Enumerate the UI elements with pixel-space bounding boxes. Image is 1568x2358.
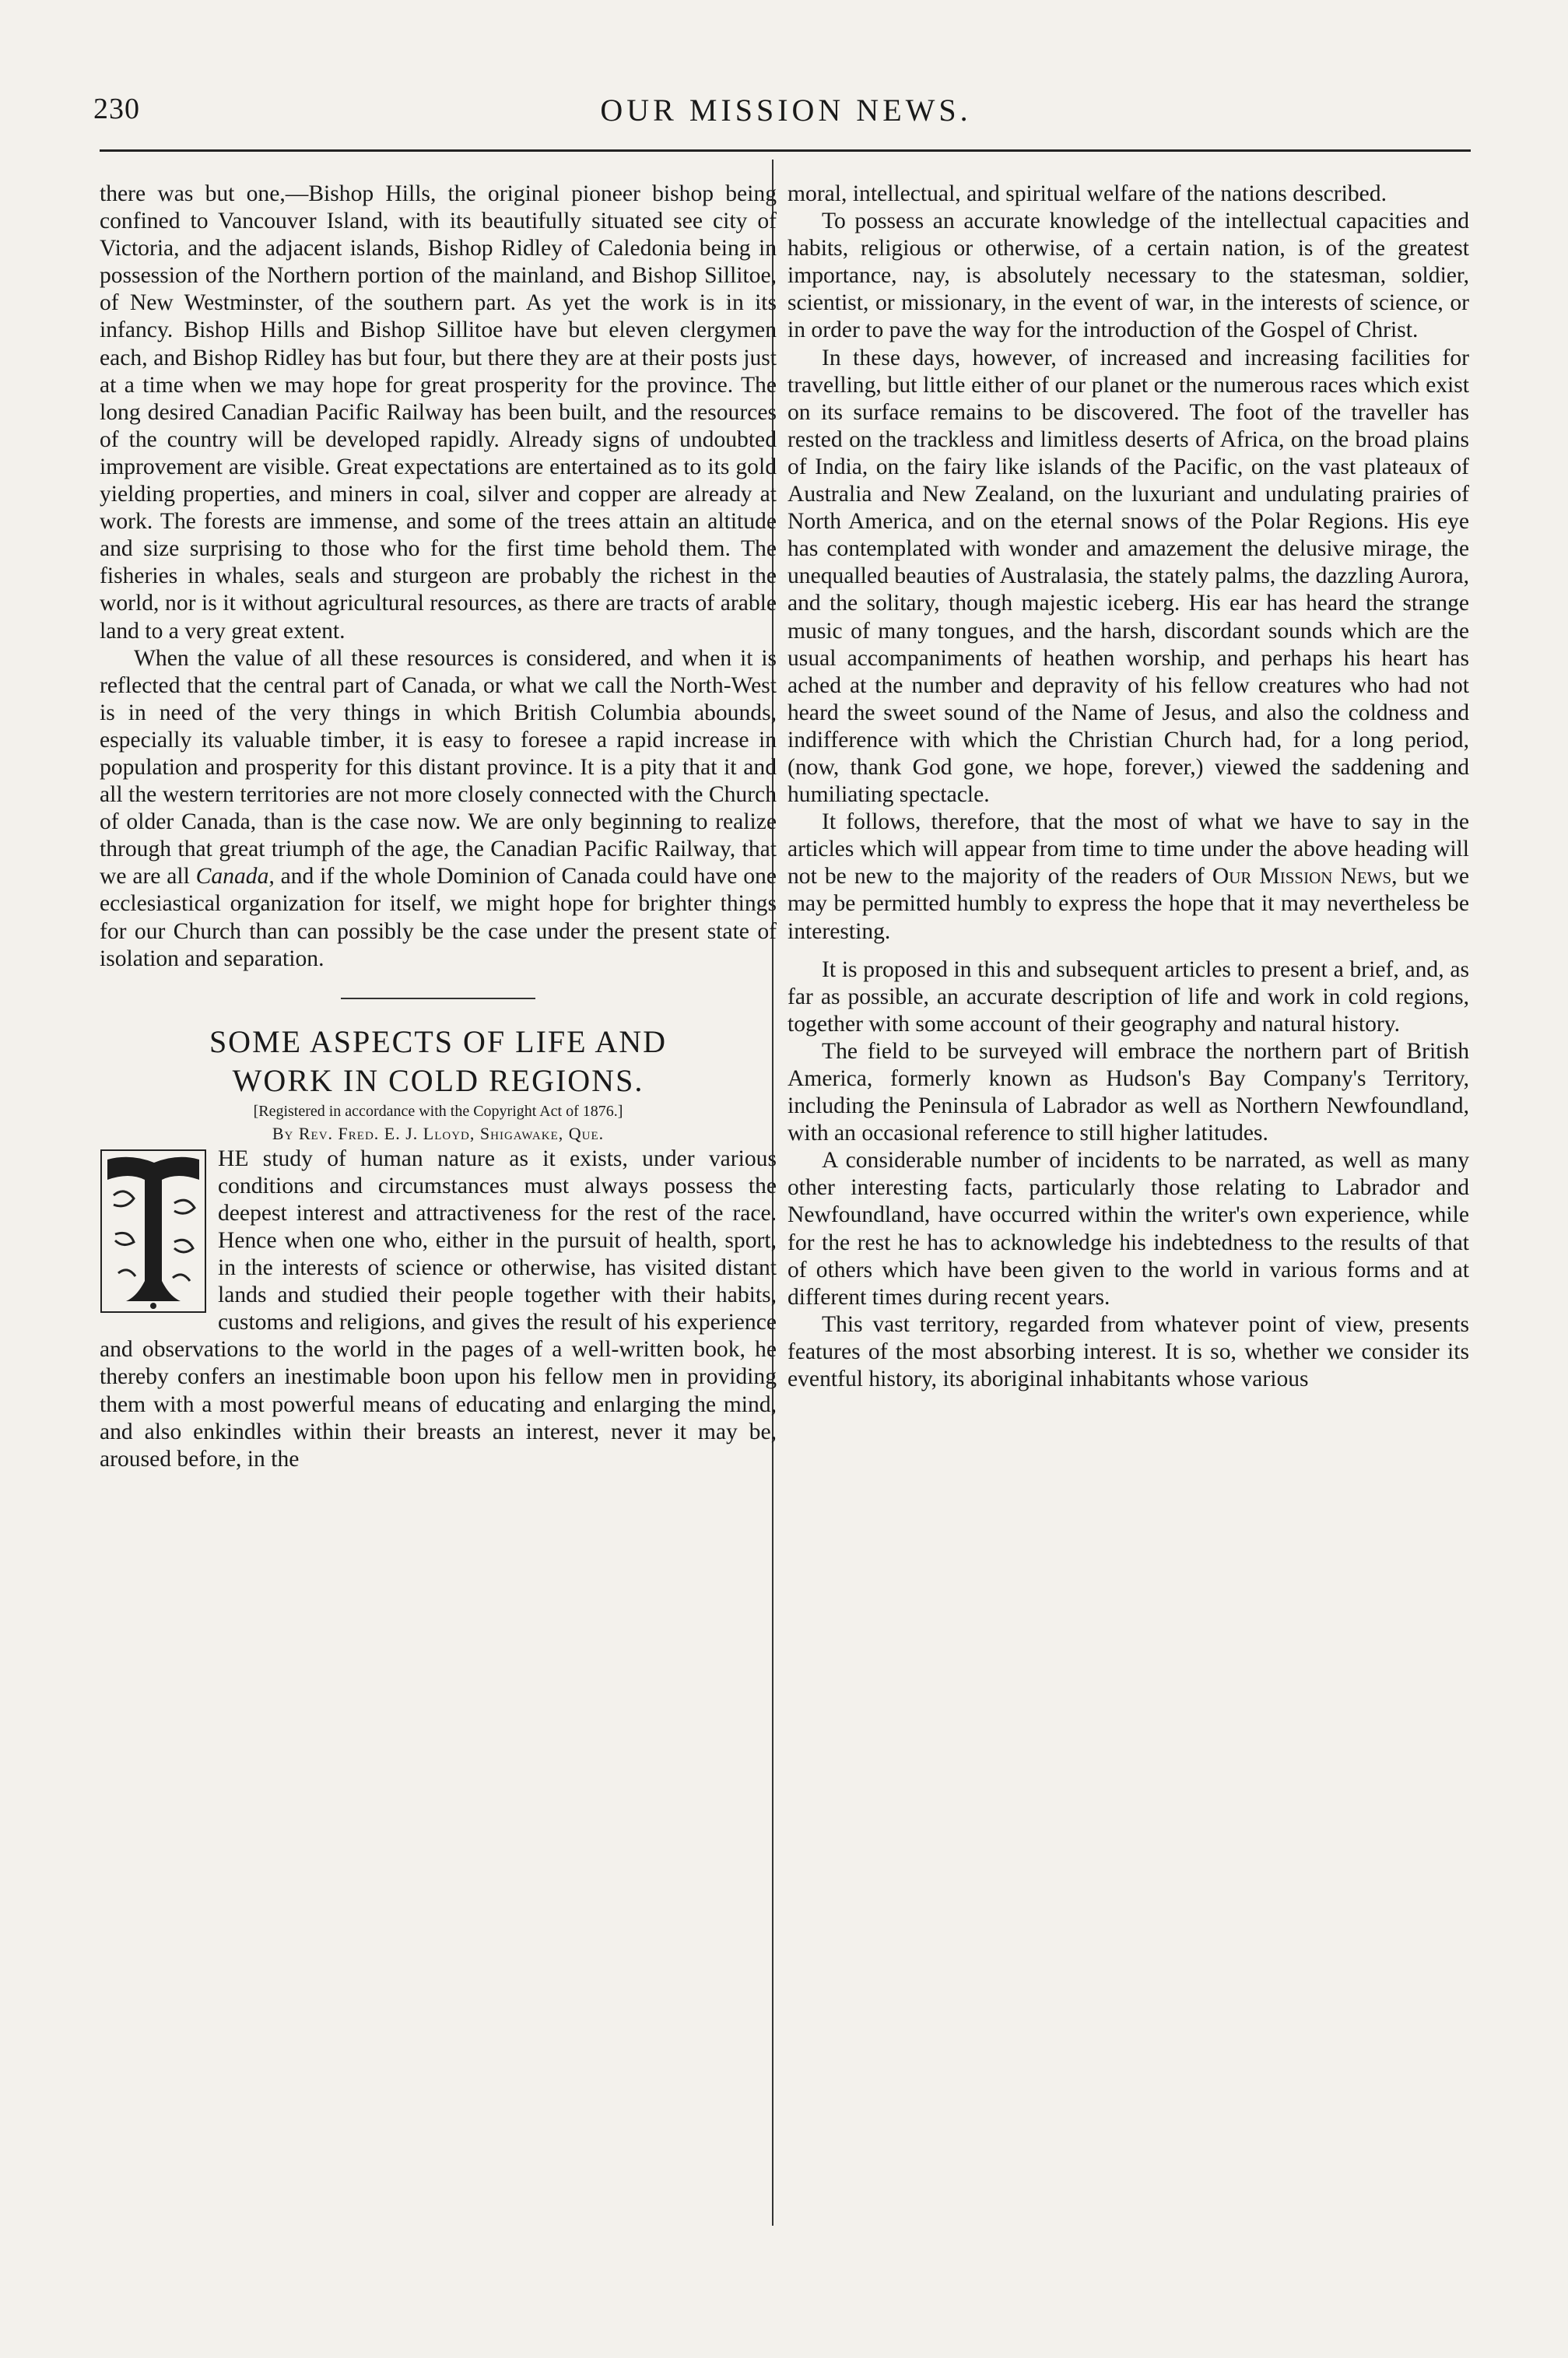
right-p4-text-b: , but we may be permitted humbly to express the hope that it may nevertheless be interesting.: [788, 864, 1469, 944]
ornamental-drop-cap-t-icon: [100, 1149, 207, 1314]
left-paragraph-2: [100, 645, 777, 973]
copyright-notice: [Registered in accordance with the Copyright Act of 1876.]: [253, 1102, 623, 1120]
article-title-line-2: WORK IN COLD REGIONS.: [232, 1062, 644, 1098]
left-p2-text-b: and if the whole Dominion of Canada could have one ecclesiastical organization for itself, we might hope for brighter things for our Church than can possibly be the case under the present state of isolation and separation.: [100, 864, 777, 971]
article-first-paragraph: HE study of human nature as it exists, under various conditions and circumstances must always possess the deepest interest and attractiveness for the rest of the race. Hence when one who, either in the pursuit of health, sport, in the interests of science or otherwise, has visited distant lands and studied their people together with their habits, customs and religions, and gives the result of his experience and observations to the world in the pages of a well-written book, he thereby confers an inestimable boon upon his fellow men in providing them with a most powerful means of educating and enlarging the mind, and also enkindles within their breasts an interest, never it may be, aroused before, in the: [100, 1146, 777, 1472]
right-column: [788, 181, 1469, 1393]
left-paragraph-1: there was but one,—Bishop Hills, the original pioneer bishop being confined to Vancouver Island, with its beautifully situated see city of Victoria, and the adjacent islands, Bishop Ridley of Caledonia being in possession of the Northern portion of the mainland, and Bishop Sillitoe, of New Westminster, of the southern part. As yet the work is in its infancy. Bishop Hills and Bishop Sillitoe have but eleven clergymen each, and Bishop Ridley has but four, but there they are at their posts just at a time when we may hope for great prosperity for the province. The long desired Canadian Pacific Railway has been built, and the resources of the country will be developed rapidly. Already signs of undoubted improvement are visible. Great expectations are entertained as to its gold yielding properties, and miners in coal, silver and copper are already at work. The forests are immense, and some of the trees attain an altitude and size surprising to those who for the first time behold them. The fisheries in whales, seals and sturgeon are probably the richest in the world, nor is it without agricultural resources, as there are tracts of arable land to a very great extent.: [100, 181, 777, 644]
left-column: [100, 181, 777, 1473]
article-byline: By Rev. Fred. E. J. Lloyd, Shigawake, Que.: [272, 1123, 605, 1143]
right-p4-smallcaps: Our Mission News: [1212, 864, 1392, 890]
right-paragraph-3: In these days, however, of increased and increasing facilities for travelling, but little either of our planet or the numerous races which exist on its surface remains to be discovered. The foot of the traveller has rested on the trackless and limitless deserts of Africa, on the broad plains of India, on the fairy like islands of the Pacific, on the vast plateaux of Australia and New Zealand, on the luxuriant and undulating prairies of North America, and on the eternal snows of the Polar Regions. His eye has contemplated with wonder and amazement the delusive mirage, the unequalled beauties of Australasia, the stately palms, the dazzling Aurora, and the solitary, though majestic iceberg. His ear has heard the strange music of many tongues, and the harsh, discordant sounds which are the usual accompaniments of heathen worship, and perhaps his heart has ached at the number and depravity of his fellow creatures who had not heard the sweet sound of the Name of Jesus, and also the coldness and indifference with which the Christian Church had, for a long period, (now, thank God gone, we hope, forever,) viewed the saddening and humiliating spectacle.: [788, 345, 1469, 808]
right-paragraph-5: It is proposed in this and subsequent articles to present a brief, and, as far as possible, an accurate description of life and work in cold regions, together with some account of their geography and natural history.: [788, 956, 1469, 1037]
right-paragraph-2: To possess an accurate knowledge of the intellectual capacities and habits, religious or otherwise, of a certain nation, is of the greatest importance, nay, is absolutely necessary to the statesman, soldier, scientist, or missionary, in the event of war, in the interests of science, or in order to pave the way for the introduction of the Gospel of Christ.: [788, 209, 1469, 343]
right-paragraph-6: The field to be surveyed will embrace the northern part of British America, formerly known as Hudson's Bay Company's Territory, including the Peninsula of Labrador as well as Northern Newfoundland, with an occasional reference to still higher latitudes.: [788, 1038, 1469, 1146]
publication-title: OUR MISSION NEWS.: [600, 93, 972, 128]
left-p2-text-a: When the value of all these resources is considered, and when it is reflected that the central part of Canada, or what we call the North-West is in need of the very things in which British Columbia abounds, especially its valuable timber, it is easy to foresee a rapid increase in population and prosperity for this distant province. It is a pity that it and all the western territories are not more closely connected with the Church of older Canada, than is the case now. We are only beginning to realize through that great triumph of the age, the Canadian Pacific Railway, that we are all: [100, 645, 777, 890]
section-separator: [341, 998, 535, 999]
page-header: [93, 92, 1479, 139]
left-p2-italic: Canada,: [195, 864, 275, 890]
right-paragraph-1: moral, intellectual, and spiritual welfare of the nations described.: [788, 181, 1387, 206]
page-number: 230: [93, 93, 140, 125]
right-paragraph-4: [788, 809, 1469, 945]
header-rule: [100, 149, 1471, 152]
right-p4-text-a: It follows, therefore, that the most of what we have to say in the articles which will appear from time to time under the above heading will not be new to the majority of the readers of: [788, 809, 1469, 890]
right-paragraph-7: A considerable number of incidents to be narrated, as well as many other interesting facts, particularly those relating to Labrador and Newfoundland, have occurred within the writer's own experience, while for the rest he has to acknowledge his indebtedness to the results of that of others which have been given to the world in various forms and at different times during recent years.: [788, 1148, 1469, 1310]
article-title-line-1: SOME ASPECTS OF LIFE AND: [209, 1023, 668, 1059]
right-paragraph-8: This vast territory, regarded from whatever point of view, presents features of the most absorbing interest. It is so, whether we consider its eventful history, its aboriginal inhabitants whose various: [788, 1311, 1469, 1392]
